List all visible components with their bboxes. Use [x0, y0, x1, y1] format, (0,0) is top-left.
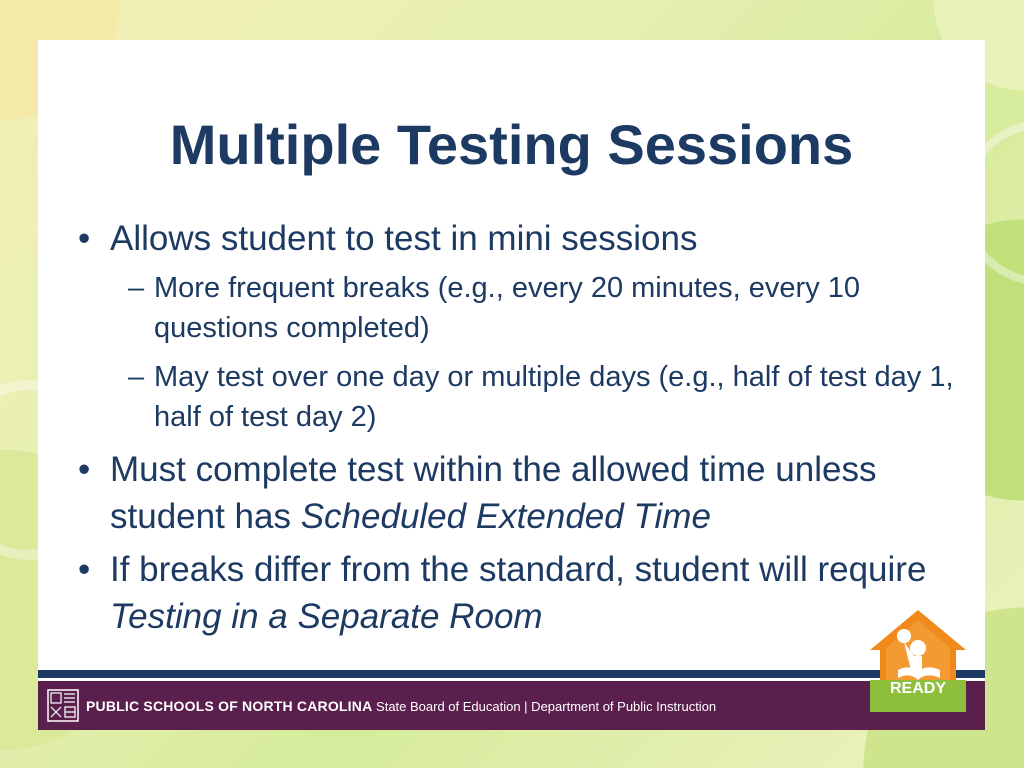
footer-bar [38, 681, 985, 730]
organization-departments: State Board of Education | Department of Public Instruction [376, 699, 717, 714]
nc-seal-icon [47, 689, 79, 722]
bullet-item [78, 546, 958, 640]
sub-bullet-item [78, 357, 958, 437]
ready-logo-text: READY [889, 680, 946, 697]
organization-label [86, 698, 716, 714]
sub-bullet-text: May test over one day or multiple days (e.g., half of test day 1, half of test day 2) [154, 361, 954, 433]
sub-bullet-text: More frequent breaks (e.g., every 20 minutes, every 10 questions completed) [154, 272, 861, 344]
sub-bullet-marker: – [128, 272, 145, 304]
bullet-emphasis: Scheduled Extended Time [300, 497, 711, 536]
organization-name: PUBLIC SCHOOLS OF NORTH CAROLINA [86, 698, 373, 714]
slide-panel [38, 40, 985, 730]
bullet-item [78, 446, 958, 540]
bullet-marker: • [78, 219, 91, 258]
ready-schoolhouse-icon [868, 608, 968, 718]
bullet-text: Must complete test within the allowed time unless student has [110, 450, 877, 536]
bullet-list [78, 215, 958, 646]
bullet-emphasis: Testing in a Separate Room [110, 597, 543, 636]
footer-rule [38, 670, 985, 678]
bullet-item [78, 215, 958, 262]
sub-bullet-item [78, 268, 958, 348]
bullet-text: If breaks differ from the standard, student will require [110, 550, 927, 589]
sub-bullet-marker: – [128, 361, 145, 393]
bullet-text: Allows student to test in mini sessions [110, 219, 698, 258]
bullet-marker: • [78, 550, 91, 589]
bullet-marker: • [78, 450, 91, 489]
slide-title: Multiple Testing Sessions [169, 113, 854, 176]
